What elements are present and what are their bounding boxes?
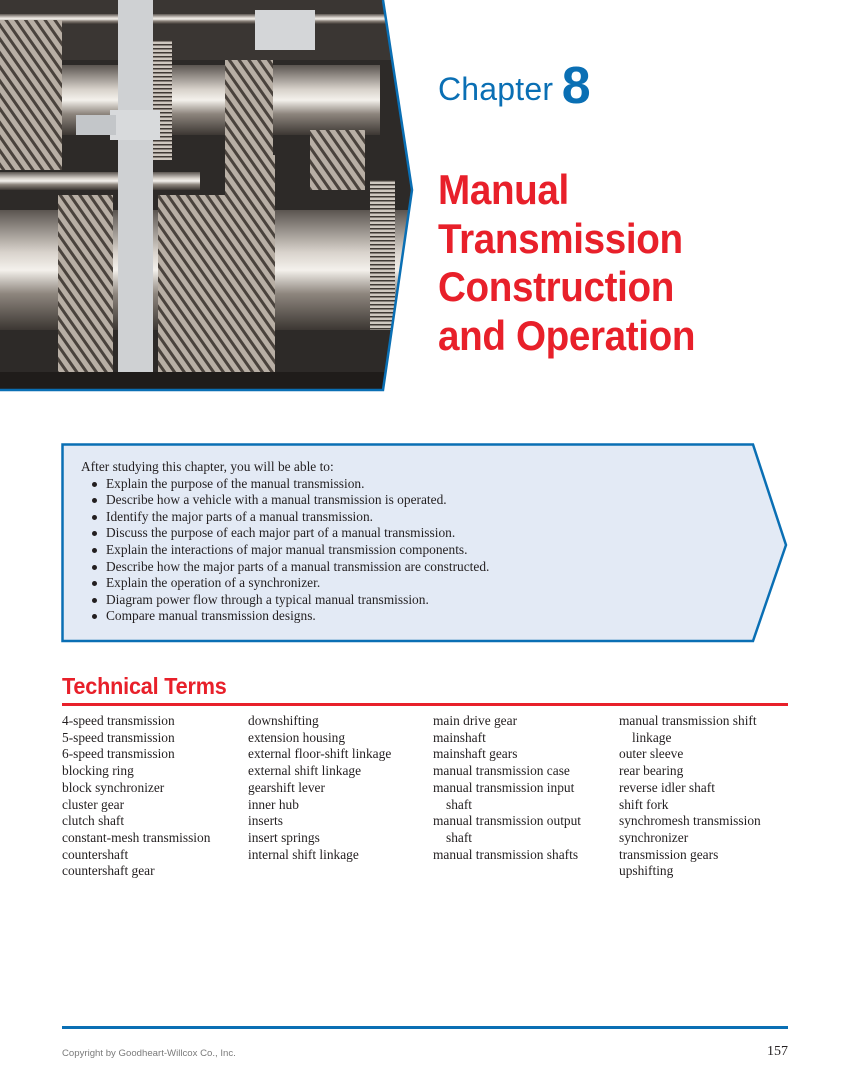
- term: countershaft gear: [62, 863, 155, 879]
- learning-objectives-box: [61, 443, 789, 643]
- term: constant-mesh transmission: [62, 829, 211, 845]
- term: synchromesh transmission: [619, 813, 761, 829]
- objective-item: Explain the purpose of the manual transmission.: [81, 476, 489, 493]
- term: clutch shaft: [62, 813, 125, 829]
- term: 5-speed transmission: [62, 729, 175, 745]
- objective-item: Explain the operation of a synchronizer.: [81, 575, 489, 592]
- term: upshifting: [619, 863, 674, 879]
- term: manual transmission output: [433, 813, 582, 829]
- term: reverse idler shaft: [619, 779, 715, 795]
- objective-item: Discuss the purpose of each major part of a manual transmission.: [81, 525, 489, 542]
- objective-item: Compare manual transmission designs.: [81, 608, 489, 625]
- objective-item: Explain the interactions of major manual transmission components.: [81, 542, 489, 559]
- term: synchronizer: [619, 829, 689, 845]
- term: main drive gear: [433, 713, 518, 728]
- chapter-title: [438, 166, 695, 360]
- term: rear bearing: [619, 763, 684, 779]
- objective-item: Diagram power flow through a typical manual transmission.: [81, 592, 489, 609]
- terms-column-4: [619, 713, 761, 880]
- term: manual transmission shafts: [433, 846, 579, 862]
- copyright-notice: Copyright by Goodheart-Willcox Co., Inc.: [62, 1048, 236, 1059]
- objectives-list: [81, 476, 489, 625]
- term: cluster gear: [62, 796, 125, 812]
- term: downshifting: [248, 713, 319, 728]
- terms-column-1: [62, 713, 210, 880]
- technical-terms-heading: Technical Terms: [62, 673, 227, 699]
- chapter-label: [438, 56, 591, 116]
- term: mainshaft gears: [433, 746, 518, 762]
- term: inner hub: [248, 796, 299, 812]
- term: extension housing: [248, 729, 346, 745]
- objective-item: Identify the major parts of a manual transmission.: [81, 509, 489, 526]
- term-continuation: linkage: [632, 729, 672, 745]
- term: blocking ring: [62, 763, 134, 779]
- term-continuation: shaft: [446, 829, 473, 845]
- term: shift fork: [619, 796, 669, 812]
- technical-terms-divider: [62, 703, 788, 706]
- term: 6-speed transmission: [62, 746, 175, 762]
- title-line: Construction: [438, 263, 674, 310]
- terms-column-3: [433, 713, 581, 863]
- chapter-word: Chapter: [438, 71, 554, 107]
- term: transmission gears: [619, 846, 719, 862]
- objectives-intro: After studying this chapter, you will be able to:: [81, 459, 334, 474]
- objective-item: Describe how a vehicle with a manual transmission is operated.: [81, 492, 489, 509]
- term: external shift linkage: [248, 763, 362, 779]
- term: external floor-shift linkage: [248, 746, 392, 762]
- term: inserts: [248, 813, 283, 829]
- terms-column-2: [248, 713, 391, 863]
- title-line: and Operation: [438, 311, 696, 359]
- term: manual transmission shift: [619, 713, 757, 728]
- term: countershaft: [62, 846, 129, 862]
- term: outer sleeve: [619, 746, 684, 762]
- title-line: Manual: [438, 166, 569, 213]
- chapter-hero-image: [0, 0, 420, 395]
- term: mainshaft: [433, 729, 486, 745]
- page-number: 157: [767, 1044, 788, 1059]
- objective-item: Describe how the major parts of a manual transmission are constructed.: [81, 559, 489, 576]
- transmission-gears-photo: [0, 0, 420, 395]
- chapter-number: 8: [561, 57, 591, 115]
- term: 4-speed transmission: [62, 713, 175, 728]
- footer-divider: [62, 1026, 788, 1029]
- term: internal shift linkage: [248, 846, 359, 862]
- title-line: Transmission: [438, 214, 683, 262]
- term: insert springs: [248, 829, 320, 845]
- term-continuation: shaft: [446, 796, 473, 812]
- term: manual transmission case: [433, 763, 570, 779]
- term: manual transmission input: [433, 779, 575, 795]
- term: block synchronizer: [62, 779, 165, 795]
- term: gearshift lever: [248, 779, 325, 795]
